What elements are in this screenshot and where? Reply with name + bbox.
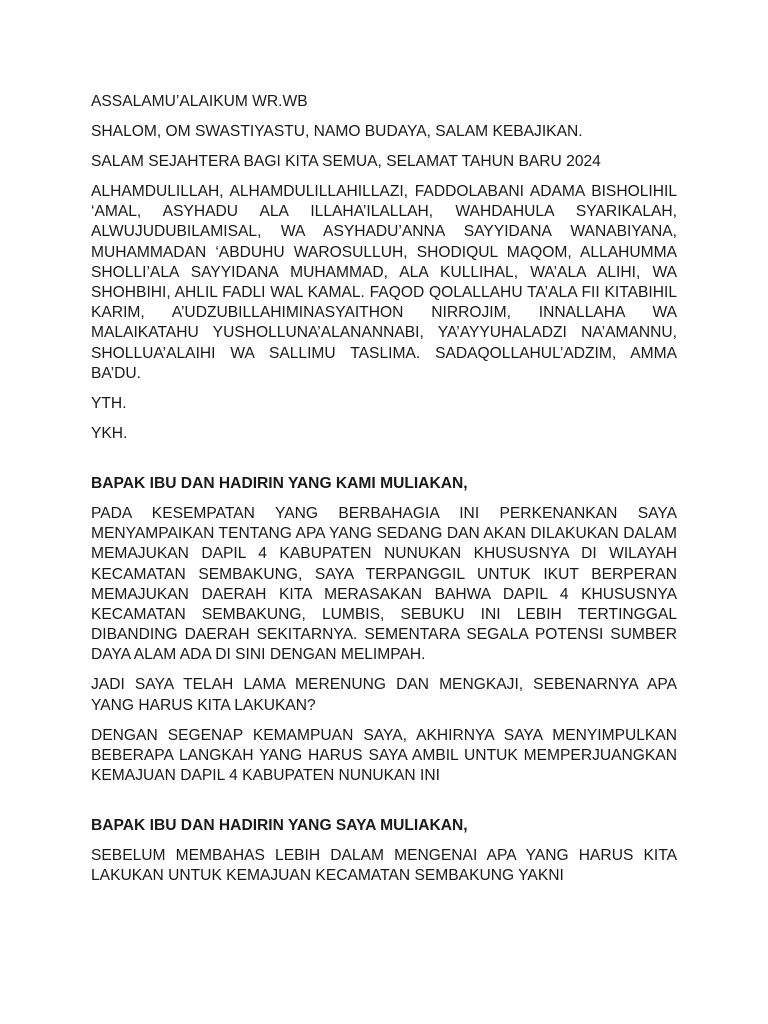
section-heading-2: BAPAK IBU DAN HADIRIN YANG SAYA MULIAKAN,	[91, 817, 468, 835]
body-paragraph-2: JADI SAYA TELAH LAMA MERENUNG DAN MENGKAJI, SEBENARNYA APA YANG HARUS KITA LAKUKAN?	[91, 676, 677, 714]
addressee-ykh: YKH.	[91, 424, 128, 442]
section-heading-1: BAPAK IBU DAN HADIRIN YANG KAMI MULIAKAN,	[91, 475, 468, 493]
document-page	[91, 92, 677, 896]
section-spacer	[91, 454, 677, 474]
section-spacer	[91, 796, 677, 816]
greeting-line-3: SALAM SEJAHTERA BAGI KITA SEMUA, SELAMAT TAHUN BARU 2024	[91, 153, 601, 170]
greeting-line-1: ASSALAMU’ALAIKUM WR.WB	[91, 93, 308, 110]
body-paragraph-1: PADA KESEMPATAN YANG BERBAHAGIA INI PERKENANKAN SAYA MENYAMPAIKAN TENTANG APA YANG SEDANG DAN AKAN DILAKUKAN DALAM MEMAJUKAN DAPIL 4 KABUPATEN NUNUKAN KHUSUSNYA DI WILAYAH KECAMATAN SEMBAKUNG, SAYA TERPANGGIL UNTUK IKUT BERPERAN MEMAJUKAN DAERAH KITA MERASAKAN BAHWA DAPIL 4 KHUSUSNYA KECAMATAN SEMBAKUNG, LUMBIS, SEBUKU INI LEBIH TERTINGGAL DIBANDING DAERAH SEKITARNYA. SEMENTARA SEGALA POTENSI SUMBER DAYA ALAM ADA DI SINI DENGAN MELIMPAH.	[91, 505, 677, 664]
body-paragraph-3: DENGAN SEGENAP KEMAMPUAN SAYA, AKHIRNYA SAYA MENYIMPULKAN BEBERAPA LANGKAH YANG HARUS SAYA AMBIL UNTUK MEMPERJUANGKAN KEMAJUAN DAPIL 4 KABUPATEN NUNUKAN INI	[91, 726, 677, 785]
addressee-yth: YTH.	[91, 394, 127, 412]
body-paragraph-4: SEBELUM MEMBAHAS LEBIH DALAM MENGENAI APA YANG HARUS KITA LAKUKAN UNTUK KEMAJUAN KECAMATAN SEMBAKUNG YAKNI	[91, 847, 677, 885]
greeting-line-2: SHALOM, OM SWASTIYASTU, NAMO BUDAYA, SALAM KEBAJIKAN.	[91, 123, 583, 140]
opening-prayer-paragraph: ALHAMDULILLAH, ALHAMDULILLAHILLAZI, FADDOLABANI ADAMA BISHOLIHIL ‘AMAL, ASYHADU ALA ILLAHA’ILALLAH, WAHDAHULA SYARIKALAH, ALWUJUDUBILAMISAL, WA ASYHADU’ANNA SAYYIDANA WANABIYANA, MUHAMMADAN ‘ABDUHU WAROSULLUH, SHODIQUL MAQOM, ALLAHUMMA SHOLLI’ALA SAYYIDANA MUHAMMAD, ALA KULLIHAL, WA’ALA ALIHI, WA SHOHBIHI, AHLIL FADLI WAL KAMAL. FAQOD QOLALLAHU TA’ALA FII KITABIHIL KARIM, A’UDZUBILLAHIMINASYAITHON NIRROJIM, INNALLAHA WA MALAIKATAHU YUSHOLLUNA’ALANANNABI, YA’AYYUHALADZI NA’AMANNU, SHOLLUA’ALAIHI WA SALLIMU TASLIMA. SADAQOLLAHUL’ADZIM, AMMA BA’DU.	[91, 183, 677, 382]
